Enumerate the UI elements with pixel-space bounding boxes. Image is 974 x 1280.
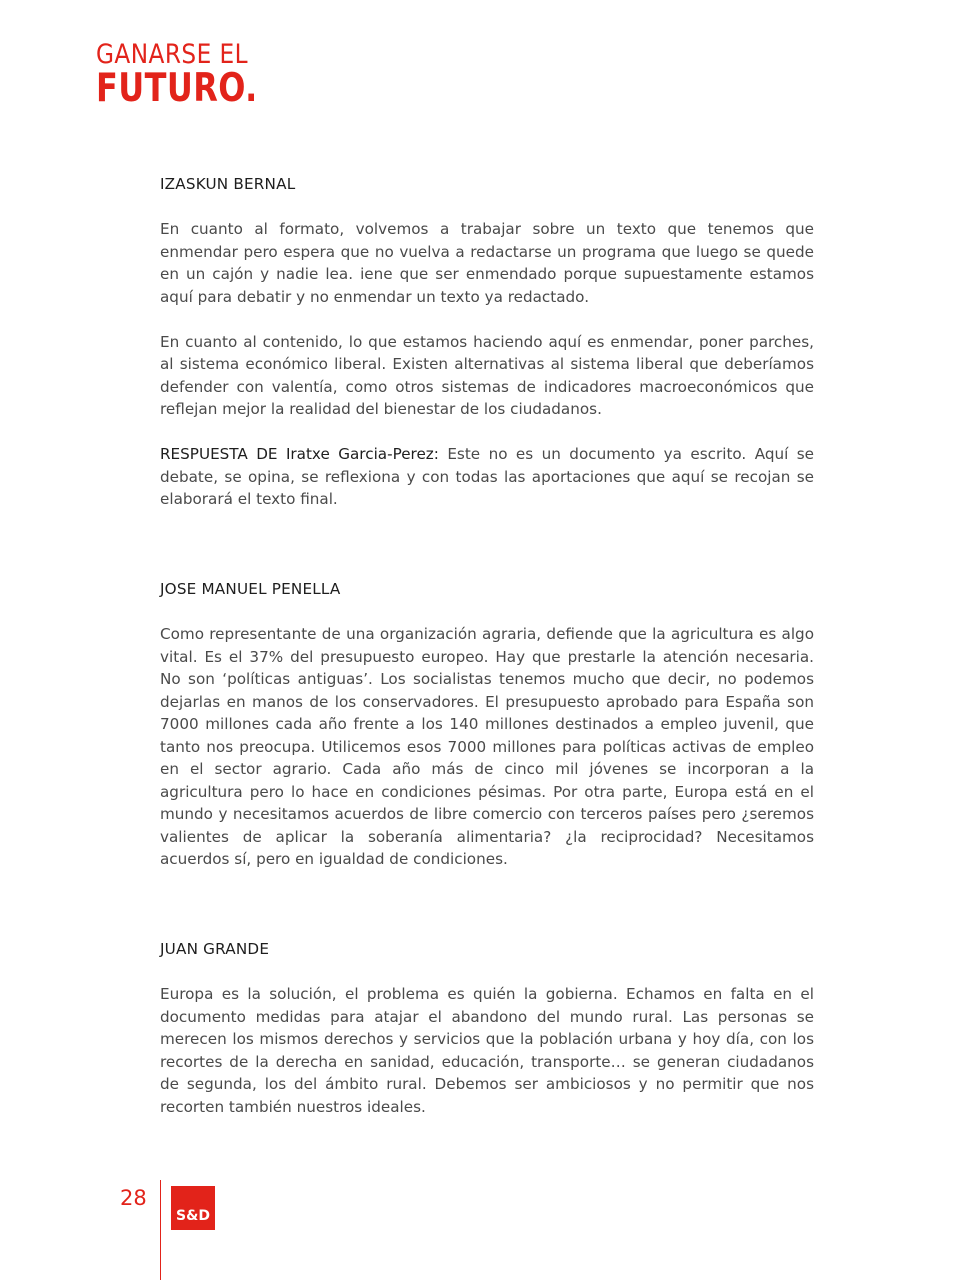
response-paragraph [160, 443, 814, 511]
response-label: RESPUESTA DE Iratxe Garcia-Perez: [160, 445, 439, 463]
section-title: IZASKUN BERNAL [160, 175, 296, 193]
paragraph: Como representante de una organización agraria, defiende que la agricultura es algo vital. Es el 37% del presupuesto europeo. Hay que prestarle la atención necesaria. No son ‘políticas antiguas’. Los socialistas tenemos mucho que decir, no podemos dejarlas en manos de los conservadores. El presupuesto aprobado para España son 7000 millones cada año frente a los 140 millones destinados a empleo juvenil, que tanto nos preocupa. Utilicemos esos 7000 millones para políticas activas de empleo en el sector agrario. Cada año más de cinco mil jóvenes se incorporan a la agricultura pero lo hace en condiciones pésimas. Por otra parte, Europa está en el mundo y necesitamos acuerdos de libre comercio con terceros países pero ¿seremos valientes de aplicar la soberanía alimentaria? ¿la reciprocidad? Necesitamos acuerdos sí, pero en igualdad de condiciones. [160, 625, 814, 868]
paragraph: En cuanto al formato, volvemos a trabajar sobre un texto que tenemos que enmendar pero espera que no vuelva a redactarse un programa que luego se quede en un cajón y nadie lea. iene que ser enmendado porque supuestamente estamos aquí para debatir y no enmendar un texto ya redactado. [160, 220, 814, 306]
footer-divider [160, 1180, 161, 1280]
section-spacer [160, 893, 814, 938]
section-jose-manuel-penella [160, 578, 814, 871]
page-number: 28 [120, 1186, 147, 1210]
document-body [160, 173, 814, 1141]
header-title-line1: GANARSE EL [96, 39, 248, 70]
section-spacer [160, 533, 814, 578]
sd-logo: S&D [171, 1186, 215, 1230]
section-title: JOSE MANUEL PENELLA [160, 580, 341, 598]
section-izaskun-bernal [160, 173, 814, 511]
section-juan-grande [160, 938, 814, 1118]
header-title-line2: FUTURO. [96, 66, 258, 111]
response-text: Este no es un documento ya escrito. Aquí se debate, se opina, se reflexiona y con todas las aportaciones que aquí se recojan se elaborará el texto final. [160, 445, 815, 508]
paragraph: En cuanto al contenido, lo que estamos haciendo aquí es enmendar, poner parches, al sistema económico liberal. Existen alternativas al sistema liberal que deberíamos defender con valentía, como otros sistemas de indicadores macroeconómicos que reflejan mejor la realidad del bienestar de los ciudadanos. [160, 332, 814, 418]
document-header [96, 39, 293, 111]
section-title: JUAN GRANDE [160, 940, 270, 958]
paragraph: Europa es la solución, el problema es quién la gobierna. Echamos en falta en el documento medidas para atajar el abandono del mundo rural. Las personas se merecen los mismos derechos y servicios que la población urbana y hoy día, con los recortes de la derecha en sanidad, educación, transporte… se generan ciudadanos de segunda, los del ámbito rural. Debemos ser ambiciosos y no permitir que nos recorten también nuestros ideales. [160, 985, 814, 1116]
